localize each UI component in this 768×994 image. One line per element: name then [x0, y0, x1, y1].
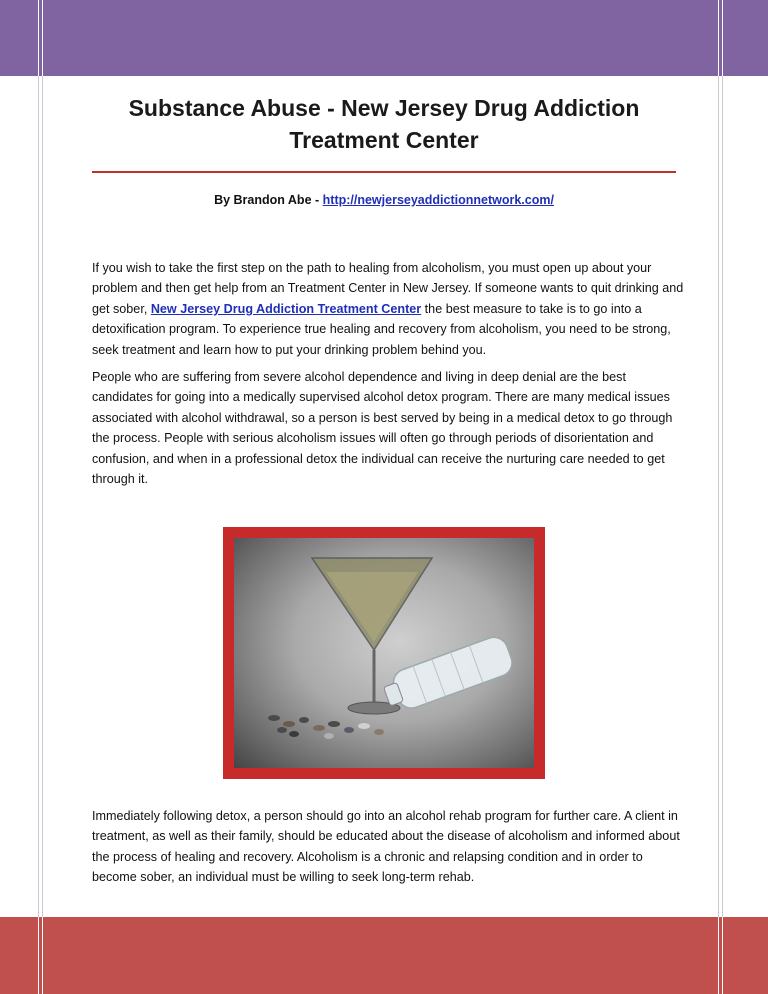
treatment-center-link[interactable]: New Jersey Drug Addiction Treatment Center — [150, 301, 422, 316]
header-band — [0, 0, 768, 76]
paragraph-1-text-end: the best measure to take is to go into a detoxification program. To experience true healing and recovery from alcoholism, you need to be strong, seek treatment and learn how to put your drinking problem behind you. — [92, 301, 671, 357]
footer-band-divider — [38, 917, 39, 994]
title-underline — [92, 171, 676, 173]
margin-rule — [38, 76, 39, 917]
margin-rule — [718, 76, 719, 917]
footer-band-divider — [718, 917, 719, 994]
margin-rule — [42, 76, 43, 917]
byline-url-link[interactable]: http://newjerseyaddictionnetwork.com/ — [322, 193, 554, 207]
header-band-divider — [718, 0, 719, 76]
header-band-divider — [42, 0, 43, 76]
footer-band-divider — [42, 917, 43, 994]
byline-author: By Brandon Abe - — [214, 193, 323, 207]
article-photo — [234, 538, 534, 768]
article-photo-frame — [223, 527, 545, 779]
footer-band-divider — [722, 917, 723, 994]
paragraph-1-text-start: If you wish to take the first step on the path to healing from alcoholism, you must open up about your problem and then get help from an Treatment Center in New Jersey. If someone wants to quit drinking and get sober, — [92, 261, 684, 316]
page-title: Substance Abuse - New Jersey Drug Addiction Treatment Center — [128, 95, 640, 153]
byline — [92, 193, 676, 207]
margin-rule — [722, 76, 723, 917]
martini-bottle-pills-illustration — [234, 538, 534, 768]
footer-band — [0, 917, 768, 994]
header-band-divider — [38, 0, 39, 76]
header-band-divider — [722, 0, 723, 76]
paragraph-1 — [92, 258, 684, 360]
paragraph-2: People who are suffering from severe alcohol dependence and living in deep denial are the best candidates for going into a medically supervised alcohol detox program. There are many medical issues associated with alcohol withdrawal, so a person is best served by being in a medical detox to go through the process. People with serious alcoholism issues will often go through periods of disorientation and confusion, and when in a professional detox the individual can receive the nurturing care needed to get through it. — [92, 370, 673, 487]
paragraph-3: Immediately following detox, a person should go into an alcohol rehab program for further care. A client in treatment, as well as their family, should be educated about the disease of alcoholism and informed about the process of healing and recovery. Alcoholism is a chronic and relapsing condition and in order to become sober, an individual must be willing to seek long-term rehab. — [92, 809, 680, 885]
